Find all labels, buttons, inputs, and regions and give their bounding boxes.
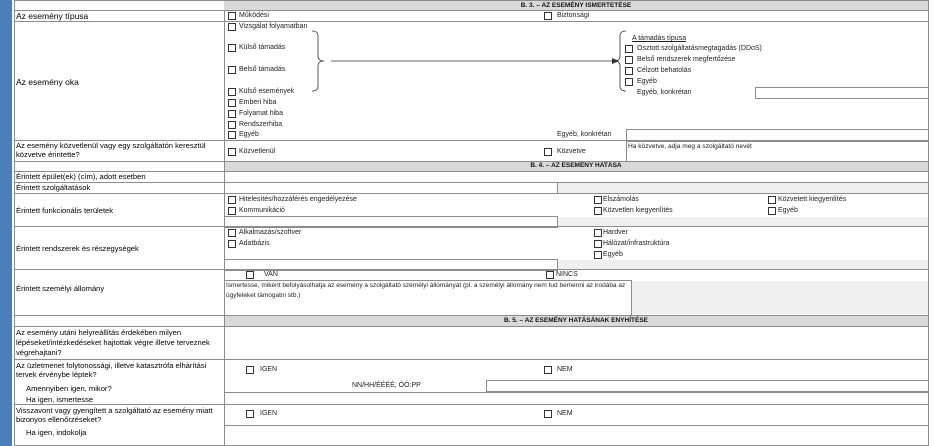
checkbox-celzott[interactable] [625, 67, 633, 75]
checkbox-elszamolas[interactable] [594, 196, 602, 204]
option-label: Egyéb, konkrétan [557, 131, 612, 138]
option-label: Emberi hiba [239, 99, 277, 106]
attack-type-title: A támadás típusa [632, 35, 687, 42]
option-label: Célzott behatolás [637, 67, 692, 74]
event-cause-label: Az esemény oka [16, 77, 79, 87]
checkbox-kulso-tamadas[interactable] [228, 44, 236, 52]
option-label: NEM [557, 410, 573, 417]
checkbox-kozvetlen-kiegyenlites[interactable] [594, 207, 602, 215]
checkbox-folyamat-hiba[interactable] [228, 110, 236, 118]
checkbox-egyeb[interactable] [228, 131, 236, 139]
option-label: Működési [239, 12, 269, 19]
option-label: Elszámolás [603, 196, 639, 203]
checkbox-belso-tamadas[interactable] [228, 66, 236, 74]
attack-egyeb-field[interactable] [755, 87, 929, 99]
impact-label: Az esemény közvetlenül vagy egy szolgáltatón keresztül közvetve érintette? [16, 141, 206, 159]
option-label: Adatbázis [239, 240, 270, 247]
option-label: VAN [264, 271, 278, 278]
option-label: Osztott szolgáltatásmegtagadás (DDoS) [637, 45, 762, 52]
checkbox-attack-egyeb[interactable] [625, 78, 633, 86]
systems-fill [558, 260, 928, 269]
option-label: Közvetett kiegyenlítés [778, 196, 847, 203]
option-label: Külső események [239, 88, 295, 95]
checkbox-van[interactable] [246, 271, 254, 279]
checkbox-vizsgalat[interactable] [228, 23, 236, 31]
option-label: Külső támadás [239, 44, 286, 51]
option-label: IGEN [260, 366, 278, 373]
checkbox-kozvetett-kiegyenlites[interactable] [768, 196, 776, 204]
checkbox-hitelesites[interactable] [228, 196, 236, 204]
checkbox-bcp-igen[interactable] [246, 366, 254, 374]
datetime-placeholder: NN/HH/ÉÉÉÉ, ÓÓ:PP [352, 382, 421, 389]
option-label: Folyamat hiba [239, 110, 283, 117]
steps-label: Az esemény utáni helyreállítás érdekében milyen lépéseket/intézkedéseket hajtottak végre illetve terveznek végrehajtani? [16, 328, 210, 357]
bcp-label: Az üzletmenet folytonossági, illetve katasztrófa elhárítási tervek érvénybe léptek? [16, 361, 207, 379]
option-label: Egyéb [778, 207, 798, 214]
option-label: Közvetve [557, 148, 586, 155]
section-header-b3: B. 3. – AZ ESEMÉNY ISMERTETÉSE [224, 1, 928, 11]
controls-justify-label: Ha igen, indokolja [26, 428, 87, 437]
buildings-label: Érintett épület(ek) (cím), adott esetben [16, 172, 146, 181]
checkbox-ddos[interactable] [625, 45, 633, 53]
option-label: Rendszerhiba [239, 121, 283, 128]
option-label: NEM [557, 366, 573, 373]
bcp-when-field[interactable] [486, 380, 929, 392]
bcp-when-label: Amennyiben igen, mikor? [26, 384, 112, 393]
section-header-b5: B. 5. – AZ ESEMÉNY HATÁSÁNAK ENYHÍTÉSE [224, 316, 928, 326]
staff-fill [632, 281, 928, 314]
checkbox-rendszerhiba[interactable] [228, 121, 236, 129]
checkbox-hardver[interactable] [594, 229, 602, 237]
option-label: Egyéb [637, 78, 657, 85]
checkbox-emberi-hiba[interactable] [228, 99, 236, 107]
functional-fill [558, 217, 928, 226]
checkbox-controls-nem[interactable] [544, 410, 552, 418]
checkbox-nincs[interactable] [546, 271, 554, 279]
systems-label: Érintett rendszerek és részegységek [16, 244, 139, 253]
option-label: Közvetlenül [239, 148, 276, 155]
controls-label: Visszavont vagy gyengített a szolgáltató az esemény miatt bizonyos ellenőrzéseket? [16, 406, 213, 424]
attack-arrow [300, 30, 630, 100]
staff-label: Érintett személyi állomány [16, 284, 105, 293]
side-bar [0, 0, 12, 446]
bcp-describe-label: Ha igen, ismertesse [26, 395, 94, 404]
option-label: Hardver [603, 229, 628, 236]
services-fill [558, 183, 928, 193]
checkbox-bcp-nem[interactable] [544, 366, 552, 374]
option-label: Alkalmazás/szoftver [239, 229, 302, 236]
option-label: Vizsgálat folyamatban [239, 23, 308, 30]
option-label: Belső támadás [239, 66, 286, 73]
option-label: Belső rendszerek megfertőzése [637, 56, 736, 63]
checkbox-adatbazis[interactable] [228, 240, 236, 248]
option-label: Egyéb [239, 131, 259, 138]
checkbox-functional-egyeb[interactable] [768, 207, 776, 215]
option-label: IGEN [260, 410, 278, 417]
option-label: Egyéb [603, 251, 623, 258]
checkbox-kulso-esemenyek[interactable] [228, 88, 236, 96]
checkbox-biztonsagi[interactable] [544, 12, 552, 20]
option-label: Hálózat/infrastruktúra [603, 240, 670, 247]
option-label: NINCS [556, 271, 578, 278]
checkbox-halozat[interactable] [594, 240, 602, 248]
event-type-label: Az esemény típusa [16, 11, 89, 21]
services-label: Érintett szolgáltatások [16, 183, 91, 192]
checkbox-kozvetve[interactable] [544, 148, 552, 156]
checkbox-kozvetlenul[interactable] [228, 148, 236, 156]
provider-note: Ha közvetve, adja meg a szolgáltató nevét [628, 143, 752, 150]
checkbox-belso-rendszerek[interactable] [625, 56, 633, 64]
functional-label: Érintett funkcionális területek [16, 206, 114, 215]
section-header-b4: B. 4. – AZ ESEMÉNY HATÁSA [224, 161, 928, 171]
checkbox-kommunikacio[interactable] [228, 207, 236, 215]
staff-note: Ismertesse, miként befolyásolhatja az esemény a szolgáltató személyi állományát (pl. a személyi állomány nem tud bemenni az irodába az ügyfeleket támogatni stb.) [226, 282, 626, 299]
checkbox-alkalmazas[interactable] [228, 229, 236, 237]
option-label: Egyéb, konkrétan [637, 89, 692, 96]
checkbox-systems-egyeb[interactable] [594, 251, 602, 259]
checkbox-mukodesi[interactable] [228, 12, 236, 20]
option-label: Kommunikáció [239, 207, 285, 214]
option-label: Biztonsági [557, 12, 590, 19]
checkbox-controls-igen[interactable] [246, 410, 254, 418]
option-label: Hitelesítés/hozzáférés engedélyezése [239, 196, 357, 203]
option-label: Közvetlen kiegyenlítés [603, 207, 673, 214]
